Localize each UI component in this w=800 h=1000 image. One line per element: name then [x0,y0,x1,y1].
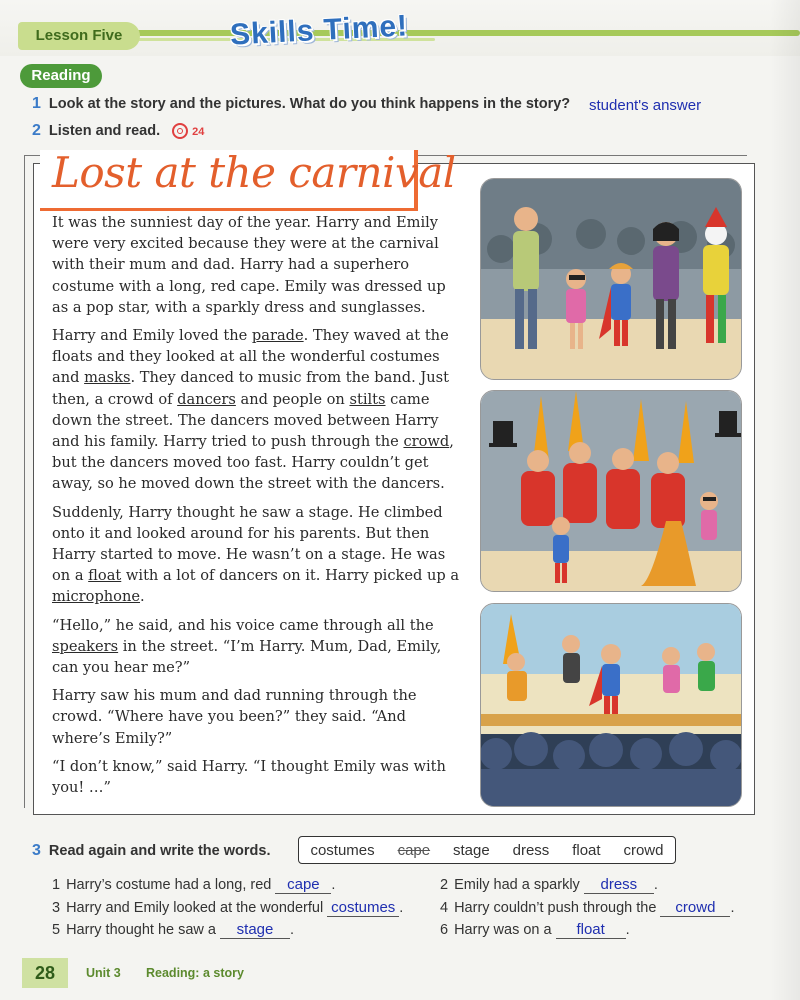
instruction-number: 3 [32,842,41,859]
instruction-2 [32,122,204,140]
story-paragraph: “I don’t know,” said Harry. “I thought Emily was with you! …” [52,757,446,797]
item-punct: . [331,877,336,893]
story-paragraph: Harry and Emily loved the parade. They waved at the floats and they looked at all the wonderful costumes and masks. They danced to music from the band. Just then, a crowd of dancers and people on stilts came down the street. The dancers moved between Harry and his family. Harry tried to push through the crowd, but the dancers moved too fast. Harry couldn’t get away, so he moved down the street with the dancers. [52,327,454,493]
item-number: 5 [52,922,61,938]
story-paragraph: “Hello,” he said, and his voice came through all the speakers in the street. “I’m Harry. Mum, Dad, Emily, can you hear me?” [52,616,442,677]
vocabulary-word: crowd [403,433,450,451]
instruction-text: Listen and read. [48,123,161,139]
item-number: 1 [52,877,61,893]
item-number: 2 [440,877,449,893]
item-number: 3 [52,900,61,916]
vocabulary-word: microphone [52,588,141,606]
vocabulary-word: float [88,567,122,585]
exercise-item-3 [52,900,403,917]
word-bank-item: costumes [310,841,375,859]
exercise-item-5 [52,922,294,939]
item-text: Harry thought he saw a [66,922,216,938]
instruction-text: Read again and write the words. [48,843,271,859]
item-text: Harry and Emily looked at the wonderful [66,900,324,916]
story-picture-dancers [480,390,742,592]
answer-blank[interactable]: float [556,922,626,939]
instruction-1 [32,95,570,113]
page-edge-shade [770,0,800,1000]
item-number: 4 [440,900,449,916]
item-text: Harry was on a [454,922,552,938]
page-number: 28 [22,958,68,988]
vocabulary-word: dancers [177,390,236,408]
item-punct: . [399,900,404,916]
answer-blank[interactable]: costumes [327,900,399,917]
item-punct: . [653,877,658,893]
story-paragraph: Suddenly, Harry thought he saw a stage. He climbed onto it and looked around for his parents. But then Harry started to move. He wasn’t on a stage. He was on a float with a lot of dancers on it. Harry picked up a microphone. [52,503,460,606]
answer-blank[interactable]: cape [275,877,331,894]
story-picture-float [480,603,742,807]
vocabulary-word: parade [251,327,304,345]
item-number: 6 [440,922,449,938]
exercise-item-6 [440,922,630,939]
vocabulary-word: stilts [349,390,386,408]
story-paragraph: It was the sunniest day of the year. Harry and Emily were very excited because they were at the carnival with their mum and dad. Harry had a superhero costume with a long, red cape. Emily was dressed up as a pop star, with a sparkly dress and sunglasses. [52,214,446,316]
lesson-tab: Lesson Five [18,22,140,50]
exercise-3-heading [32,842,270,860]
item-punct: . [290,922,295,938]
word-bank-item: float [572,841,601,859]
item-text: Emily had a sparkly [454,877,580,893]
footer-description: Reading: a story [146,966,244,980]
instruction-number: 1 [32,95,41,112]
exercise-item-4 [440,900,734,917]
instruction-number: 2 [32,122,41,139]
answer-1: student's answer [589,97,702,114]
item-text: Harry’s costume had a long, red [66,877,272,893]
story-paragraph: Harry saw his mum and dad running through the crowd. “Where have you been?” they said. “And where’s Emily?” [52,687,417,747]
footer-unit: Unit 3 [86,966,121,980]
word-bank-item: dress [512,841,550,859]
answer-blank[interactable]: crowd [660,900,730,917]
vocabulary-word: speakers [52,637,119,655]
story-text [52,212,464,805]
audio-track-icon[interactable] [172,123,188,139]
exercise-item-1 [52,877,335,894]
answer-blank[interactable]: dress [584,877,654,894]
story-picture-street [480,178,742,380]
answer-blank[interactable]: stage [220,922,290,939]
page-title: Skills Time! [229,9,409,52]
word-bank [298,836,676,864]
word-bank-item-crossed: cape [397,841,431,859]
vocabulary-word: masks [84,369,131,387]
item-text: Harry couldn’t push through the [454,900,657,916]
section-badge: Reading [20,64,102,88]
exercise-item-2 [440,877,658,894]
instruction-text: Look at the story and the pictures. What do you think happens in the story? [48,96,571,112]
word-bank-item: crowd [623,841,664,859]
item-punct: . [730,900,735,916]
item-punct: . [625,922,630,938]
word-bank-item: stage [453,841,490,859]
story-title: Lost at the carnival [52,148,456,197]
track-number: 24 [192,126,205,138]
